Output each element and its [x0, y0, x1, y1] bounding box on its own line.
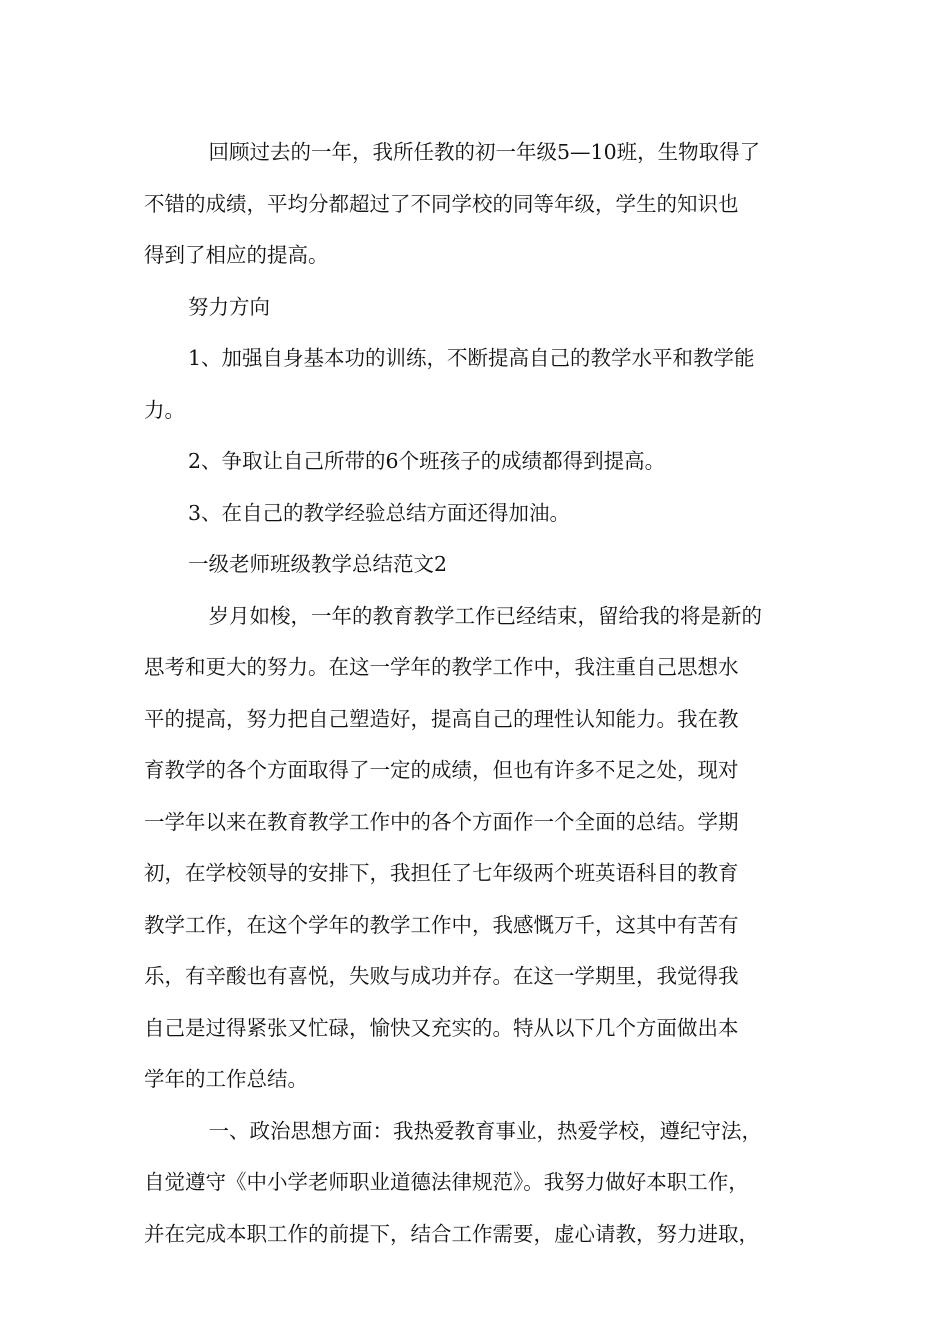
paragraph-line: 岁月如梭，一年的教育教学工作已经结束，留给我的将是新的 [188, 603, 762, 628]
section-heading: 努力方向 [188, 294, 270, 319]
list-item: 3、在自己的教学经验总结方面还得加油。 [188, 500, 571, 525]
paragraph-line: 乐，有辛酸也有喜悦，失败与成功并存。在这一学期里，我觉得我 [144, 964, 739, 988]
paragraph-line: 力。 [144, 397, 185, 422]
paragraph-line: 不错的成绩，平均分都超过了不同学校的同等年级，学生的知识也 [144, 191, 739, 216]
paragraph-line: 平的提高，努力把自己塑造好，提高自己的理性认知能力。我在教 [144, 706, 739, 731]
list-item: 2、争取让自己所带的6个班孩子的成绩都得到提高。 [188, 449, 666, 473]
paragraph-line: 自觉遵守《中小学老师职业道德法律规范》。我努力做好本职工作， [144, 1170, 749, 1194]
document-body [144, 127, 808, 1260]
paragraph-line: 思考和更大的努力。在这一学年的教学工作中，我注重自己思想水 [144, 655, 739, 679]
paragraph-line: 回顾过去的一年，我所任教的初一年级5—10班，生物取得了 [188, 140, 761, 164]
paragraph-line: 学年的工作总结。 [144, 1067, 308, 1091]
paragraph-line: 育教学的各个方面取得了一定的成绩，但也有许多不足之处，现对 [144, 758, 739, 782]
paragraph-line: 教学工作，在这个学年的教学工作中，我感慨万千，这其中有苦有 [144, 912, 739, 937]
paragraph-line: 自己是过得紧张又忙碌，愉快又充实的。特从以下几个方面做出本 [144, 1015, 739, 1040]
paragraph-line: 初，在学校领导的安排下，我担任了七年级两个班英语科目的教育 [144, 861, 739, 885]
article-title: 一级老师班级教学总结范文2 [188, 552, 448, 576]
paragraph-line: 一、政治思想方面：我热爱教育事业，热爱学校，遵纪守法， [188, 1118, 762, 1143]
paragraph-line: 一学年以来在教育教学工作中的各个方面作一个全面的总结。学期 [144, 809, 739, 834]
paragraph-line: 并在完成本职工作的前提下，结合工作需要，虚心请教，努力进取， [144, 1221, 759, 1246]
paragraph-line: 得到了相应的提高。 [144, 243, 329, 267]
list-item: 1、加强自身基本功的训练，不断提高自己的教学水平和教学能 [188, 346, 755, 370]
